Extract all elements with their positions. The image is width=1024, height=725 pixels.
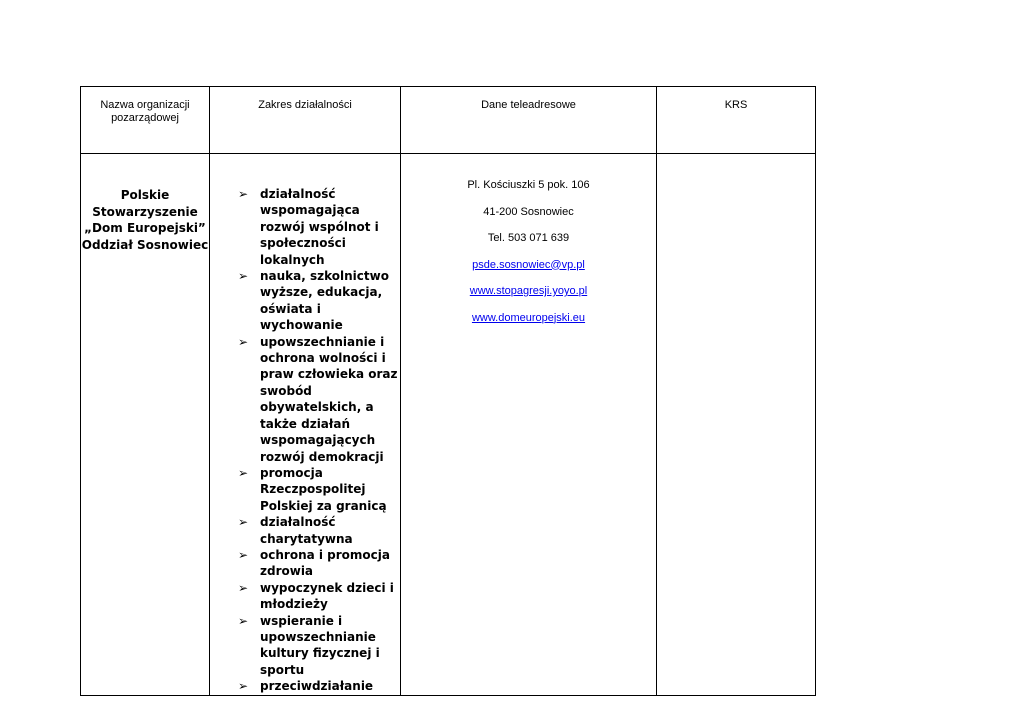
arrow-bullet-icon: ➢	[238, 334, 249, 349]
table-row	[81, 154, 816, 696]
list-item	[238, 613, 400, 679]
scope-item-text: nauka, szkolnictwo wyższe, edukacja, oświata i wychowanie	[260, 269, 389, 333]
arrow-bullet-icon: ➢	[238, 679, 249, 694]
arrow-bullet-icon: ➢	[238, 547, 249, 562]
scope-item-text: promocja Rzeczpospolitej Polskiej za granicą	[260, 465, 387, 513]
org-name-line1: Polskie	[120, 188, 170, 202]
scope-item-text: upowszechnianie i ochrona wolności i praw człowieka oraz swobód obywatelskich, a także działań wspomagających rozwój demokracji	[260, 334, 398, 464]
list-item	[238, 678, 400, 694]
list-item	[238, 580, 400, 613]
header-org-name-line2: pozarządowej	[111, 112, 179, 124]
email-link[interactable]: psde.sosnowiec@vp.pl	[472, 258, 585, 271]
arrow-bullet-icon: ➢	[238, 580, 249, 595]
contact-postal: 41-200 Sosnowiec	[483, 205, 574, 218]
contact-address: Pl. Kościuszki 5 pok. 106	[467, 179, 590, 191]
list-item	[238, 465, 400, 514]
header-scope-label: Zakres działalności	[258, 99, 352, 111]
arrow-bullet-icon: ➢	[238, 269, 249, 284]
list-item	[238, 547, 400, 580]
org-name-line4: Oddział Sosnowiec	[81, 237, 209, 252]
arrow-bullet-icon: ➢	[238, 465, 249, 480]
header-krs-label: KRS	[724, 99, 748, 111]
header-org-name-line1: Nazwa organizacji	[100, 99, 190, 111]
krs-cell	[657, 154, 816, 696]
website-link-domeuropejski[interactable]: www.domeuropejski.eu	[471, 311, 586, 324]
header-contact-label: Dane teleadresowe	[481, 99, 576, 111]
arrow-bullet-icon: ➢	[238, 515, 249, 530]
scope-item-text: działalność wspomagająca rozwój wspólnot i społeczności lokalnych	[260, 187, 379, 267]
list-item	[238, 334, 400, 465]
scope-item-text: działalność charytatywna	[260, 515, 353, 546]
website-link-stopagresji[interactable]: www.stopagresji.yoyo.pl	[469, 285, 588, 297]
list-item	[238, 186, 400, 268]
scope-item-text: wspieranie i upowszechnianie kultury fizycznej i sportu	[260, 613, 380, 677]
header-krs	[657, 87, 816, 154]
org-name-line3: „Dom Europejski”	[84, 221, 206, 235]
contact-cell	[401, 154, 657, 696]
contact-phone: Tel. 503 071 639	[487, 232, 570, 244]
header-contact	[401, 87, 657, 154]
scope-list	[210, 154, 400, 695]
header-org-name	[81, 87, 210, 154]
arrow-bullet-icon: ➢	[238, 613, 249, 628]
organizations-table	[80, 86, 816, 696]
list-item	[238, 514, 400, 547]
org-name-line2: Stowarzyszenie	[92, 204, 198, 219]
arrow-bullet-icon: ➢	[238, 187, 249, 201]
scope-item-text: ochrona i promocja zdrowia	[260, 547, 390, 579]
org-name-cell	[81, 154, 210, 696]
scope-item-text: wypoczynek dzieci i młodzieży	[260, 580, 394, 612]
scope-cell	[210, 154, 401, 696]
header-row	[81, 87, 816, 154]
scope-item-text: przeciwdziałanie	[260, 679, 374, 694]
header-scope	[210, 87, 401, 154]
list-item	[238, 268, 400, 334]
